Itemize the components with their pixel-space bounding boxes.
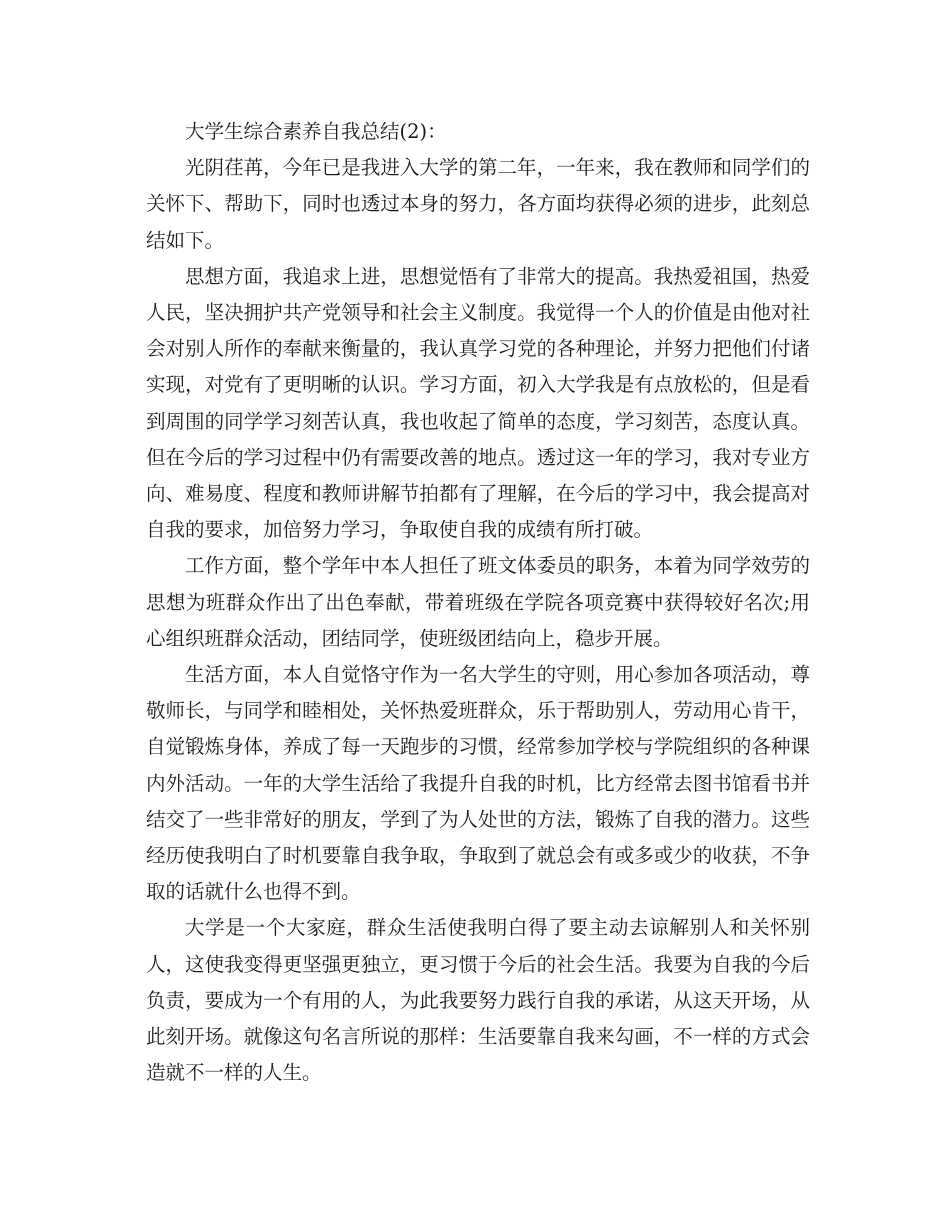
paragraph-thought-study: 思想方面，我追求上进，思想觉悟有了非常大的提高。我热爱祖国，热爱人民，坚决拥护共产党领导和社会主义制度。我觉得一个人的价值是由他对社会对别人所作的奉献来衡量的，我认真学习党的各种理论，并努力把他们付诸实现，对党有了更明晰的认识。学习方面，初入大学我是有点放松的，但是看到周围的同学学习刻苦认真，我也收起了简单的态度，学习刻苦，态度认真。但在今后的学习过程中仍有需要改善的地点。透过这一年的学习，我对专业方向、难易度、程度和教师讲解节拍都有了理解，在今后的学习中，我会提高对自我的要求，加倍努力学习，争取使自我的成绩有所打破。 [146, 264, 810, 542]
document-body [146, 114, 810, 1091]
paragraph-intro: 光阴荏苒，今年已是我进入大学的第二年，一年来，我在教师和同学们的关怀下、帮助下，同时也透过本身的努力，各方面均获得必须的进步，此刻总结如下。 [146, 156, 810, 252]
paragraph-life: 生活方面，本人自觉恪守作为一名大学生的守则，用心参加各项活动，尊敬师长，与同学和睦相处，关怀热爱班群众，乐于帮助别人，劳动用心肯干，自觉锻炼身体，养成了每一天跑步的习惯，经常参加学校与学院组织的各种课内外活动。一年的大学生活给了我提升自我的时机，比方经常去图书馆看书并结交了一些非常好的朋友，学到了为人处世的方法，锻炼了自我的潜力。这些经历使我明白了时机要靠自我争取，争取到了就总会有或多或少的收获，不争取的话就什么也得不到。 [146, 663, 810, 904]
document-title: 大学生综合素养自我总结(2)： [185, 120, 447, 143]
paragraph-work: 工作方面，整个学年中本人担任了班文体委员的职务，本着为同学效劳的思想为班群众作出了出色奉献，带着班级在学院各项竞赛中获得较好名次;用心组织班群众活动，团结同学，使班级团结向上，稳步开展。 [146, 554, 810, 650]
paragraph-conclusion: 大学是一个大家庭，群众生活使我明白得了要主动去谅解别人和关怀别人，这使我变得更坚强更独立，更习惯于今后的社会生活。我要为自我的今后负责，要成为一个有用的人，为此我要努力践行自我的承诺，从这天开场，从此刻开场。就像这句名言所说的那样：生活要靠自我来勾画，不一样的方式会造就不一样的人生。 [146, 916, 810, 1085]
